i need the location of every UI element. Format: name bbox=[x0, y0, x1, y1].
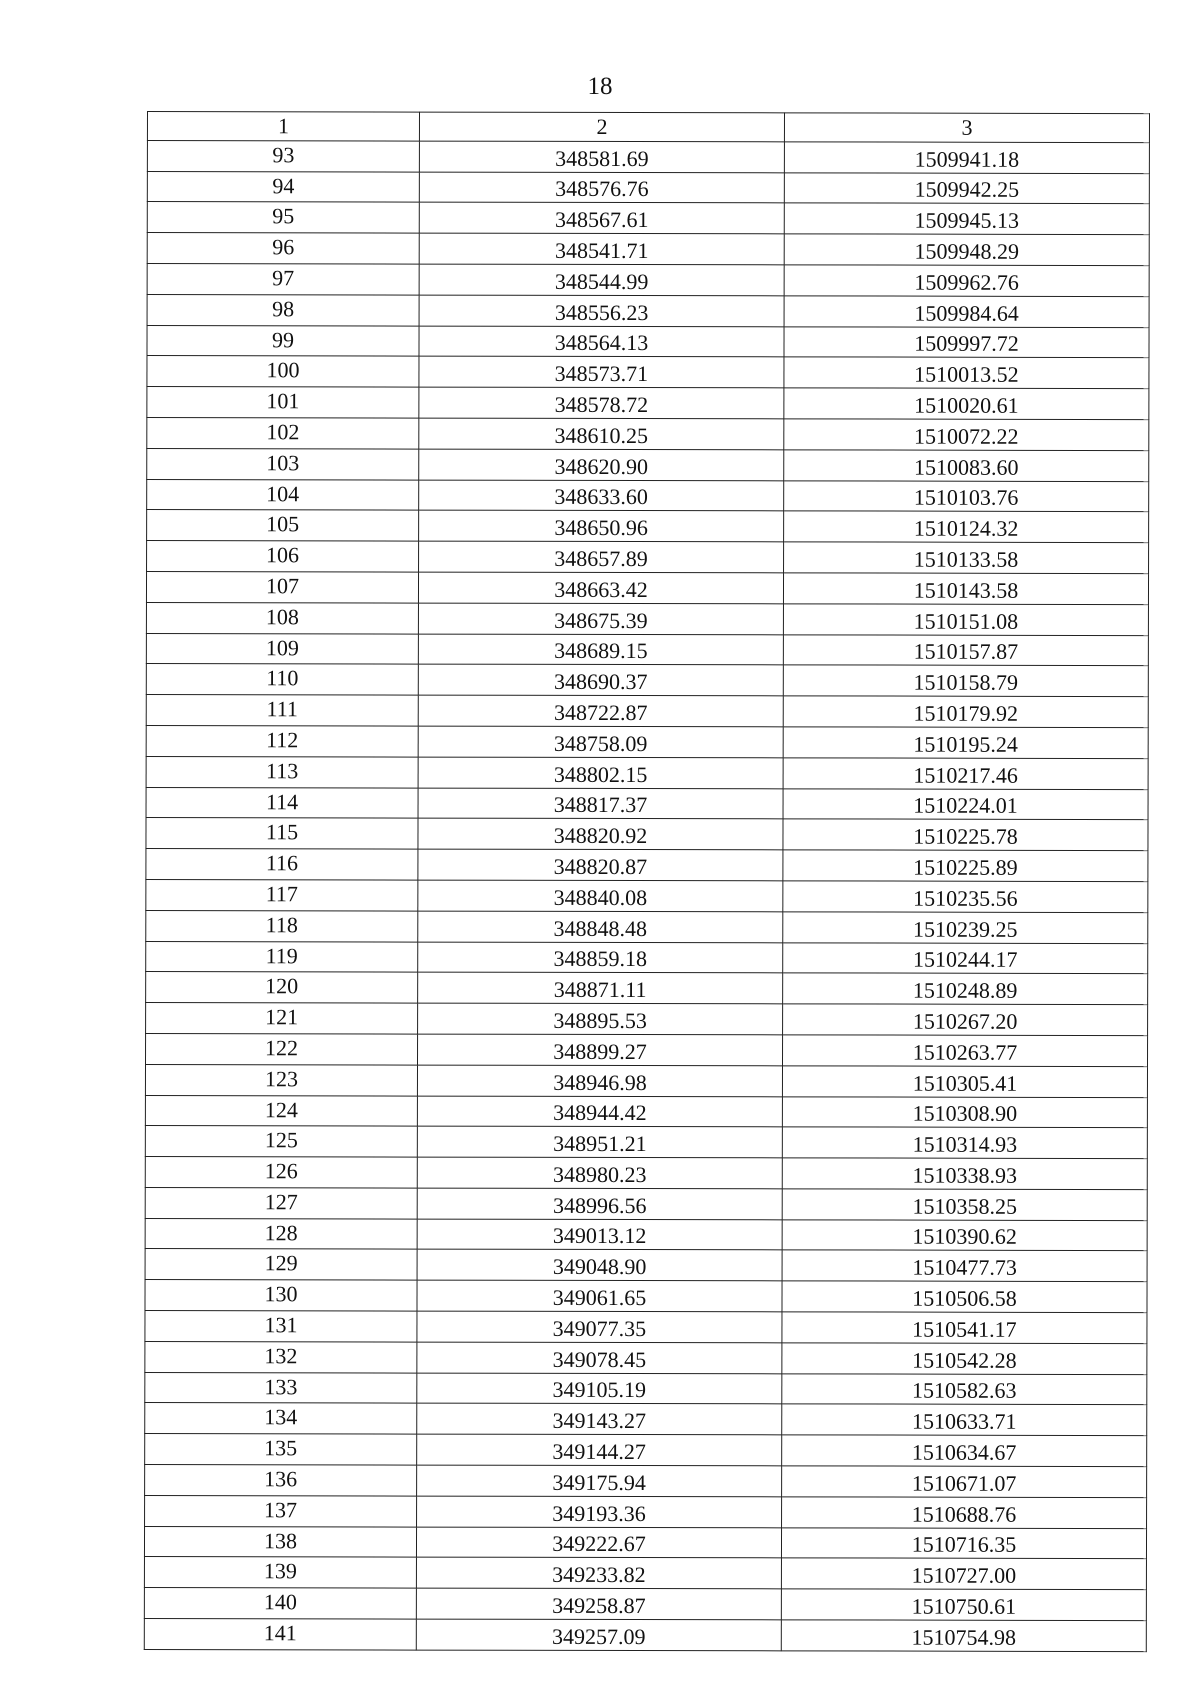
y-coordinate-cell: 1510224.01 bbox=[783, 788, 1148, 820]
x-coordinate-cell: 348564.13 bbox=[419, 326, 784, 358]
table-row bbox=[146, 879, 1148, 912]
x-coordinate-cell: 349175.94 bbox=[417, 1465, 782, 1497]
y-coordinate-cell: 1510133.58 bbox=[784, 542, 1149, 574]
point-number-cell: 107 bbox=[146, 571, 418, 602]
point-number-cell: 139 bbox=[144, 1557, 416, 1588]
y-coordinate-cell: 1510158.79 bbox=[783, 665, 1148, 697]
table-row bbox=[146, 695, 1148, 728]
x-coordinate-cell: 348951.21 bbox=[417, 1126, 782, 1158]
point-number-cell: 129 bbox=[145, 1249, 417, 1280]
x-coordinate-cell: 348996.56 bbox=[417, 1188, 782, 1220]
y-coordinate-cell: 1510688.76 bbox=[782, 1497, 1147, 1529]
point-number-cell: 100 bbox=[147, 356, 419, 387]
point-number-cell: 103 bbox=[147, 448, 419, 479]
y-coordinate-cell: 1510103.76 bbox=[784, 480, 1149, 512]
table-row bbox=[145, 1372, 1147, 1405]
y-coordinate-cell: 1510239.25 bbox=[783, 912, 1148, 944]
x-coordinate-cell: 348663.42 bbox=[418, 572, 783, 604]
point-number-cell: 120 bbox=[146, 972, 418, 1003]
point-number-cell: 96 bbox=[147, 233, 419, 264]
x-coordinate-cell: 348722.87 bbox=[418, 695, 783, 727]
header-row bbox=[147, 112, 1149, 143]
x-coordinate-cell: 349048.90 bbox=[417, 1250, 782, 1282]
point-number-cell: 135 bbox=[145, 1434, 417, 1465]
point-number-cell: 126 bbox=[145, 1157, 417, 1188]
y-coordinate-cell: 1510217.46 bbox=[783, 758, 1148, 790]
table-row bbox=[147, 202, 1149, 235]
point-number-cell: 105 bbox=[147, 510, 419, 541]
y-coordinate-cell: 1509941.18 bbox=[784, 142, 1149, 174]
y-coordinate-cell: 1510143.58 bbox=[783, 573, 1148, 605]
table-row bbox=[146, 571, 1148, 604]
x-coordinate-cell: 349257.09 bbox=[416, 1619, 781, 1651]
table-row bbox=[144, 1619, 1146, 1652]
table-row bbox=[145, 1403, 1147, 1436]
x-coordinate-cell: 348675.39 bbox=[418, 603, 783, 635]
point-number-cell: 128 bbox=[145, 1218, 417, 1249]
x-coordinate-cell: 348840.08 bbox=[418, 880, 783, 912]
x-coordinate-cell: 348871.11 bbox=[418, 972, 783, 1004]
y-coordinate-cell: 1510244.17 bbox=[783, 942, 1148, 974]
x-coordinate-cell: 348980.23 bbox=[417, 1157, 782, 1189]
point-number-cell: 114 bbox=[146, 787, 418, 818]
x-coordinate-cell: 348544.99 bbox=[419, 264, 784, 296]
y-coordinate-cell: 1510542.28 bbox=[782, 1343, 1147, 1375]
point-number-cell: 136 bbox=[145, 1465, 417, 1496]
y-coordinate-cell: 1510634.67 bbox=[782, 1435, 1147, 1467]
x-coordinate-cell: 348944.42 bbox=[417, 1096, 782, 1128]
x-coordinate-cell: 349105.19 bbox=[417, 1373, 782, 1405]
table-row bbox=[144, 1588, 1146, 1621]
point-number-cell: 106 bbox=[147, 541, 419, 572]
y-coordinate-cell: 1510314.93 bbox=[782, 1127, 1147, 1159]
point-number-cell: 110 bbox=[146, 664, 418, 695]
x-coordinate-cell: 348657.89 bbox=[419, 541, 784, 573]
x-coordinate-cell: 349061.65 bbox=[417, 1280, 782, 1312]
x-coordinate-cell: 348817.37 bbox=[418, 788, 783, 820]
table-row bbox=[147, 171, 1149, 204]
y-coordinate-cell: 1510072.22 bbox=[784, 419, 1149, 451]
table-row bbox=[147, 263, 1149, 296]
point-number-cell: 132 bbox=[145, 1341, 417, 1372]
y-coordinate-cell: 1510716.35 bbox=[781, 1527, 1146, 1559]
column-header-3: 3 bbox=[784, 113, 1149, 143]
point-number-cell: 102 bbox=[147, 417, 419, 448]
table-row bbox=[145, 1064, 1147, 1097]
point-number-cell: 112 bbox=[146, 725, 418, 756]
x-coordinate-cell: 348541.71 bbox=[419, 233, 784, 265]
column-header-2: 2 bbox=[419, 112, 784, 142]
table-row bbox=[145, 1280, 1147, 1313]
x-coordinate-cell: 348573.71 bbox=[419, 356, 784, 388]
x-coordinate-cell: 349193.36 bbox=[417, 1496, 782, 1528]
x-coordinate-cell: 349222.67 bbox=[416, 1527, 781, 1559]
y-coordinate-cell: 1510477.73 bbox=[782, 1250, 1147, 1282]
x-coordinate-cell: 349233.82 bbox=[416, 1558, 781, 1590]
point-number-cell: 141 bbox=[144, 1619, 416, 1650]
y-coordinate-cell: 1510308.90 bbox=[782, 1096, 1147, 1128]
page-number: 18 bbox=[587, 73, 613, 100]
x-coordinate-cell: 348690.37 bbox=[418, 664, 783, 696]
table-row bbox=[147, 510, 1149, 543]
y-coordinate-cell: 1509997.72 bbox=[784, 326, 1149, 358]
x-coordinate-cell: 348576.76 bbox=[419, 172, 784, 204]
point-number-cell: 109 bbox=[146, 633, 418, 664]
x-coordinate-cell: 348820.92 bbox=[418, 818, 783, 850]
table-row bbox=[147, 356, 1149, 389]
point-number-cell: 118 bbox=[146, 910, 418, 941]
table-row bbox=[146, 633, 1148, 666]
y-coordinate-cell: 1509984.64 bbox=[784, 296, 1149, 328]
y-coordinate-cell: 1509962.76 bbox=[784, 265, 1149, 297]
table-row bbox=[147, 140, 1149, 173]
point-number-cell: 101 bbox=[147, 387, 419, 418]
y-coordinate-cell: 1510633.71 bbox=[782, 1404, 1147, 1436]
table-row bbox=[146, 756, 1148, 789]
point-number-cell: 137 bbox=[145, 1495, 417, 1526]
x-coordinate-cell: 349078.45 bbox=[417, 1342, 782, 1374]
point-number-cell: 108 bbox=[146, 602, 418, 633]
x-coordinate-cell: 348610.25 bbox=[419, 418, 784, 450]
table-row bbox=[145, 1311, 1147, 1344]
table-row bbox=[146, 787, 1148, 820]
table-header bbox=[147, 112, 1149, 143]
table-row bbox=[146, 1003, 1148, 1036]
table-row bbox=[145, 1495, 1147, 1528]
table-row bbox=[146, 818, 1148, 851]
y-coordinate-cell: 1510671.07 bbox=[782, 1466, 1147, 1498]
point-number-cell: 98 bbox=[147, 294, 419, 325]
table-row bbox=[145, 1341, 1147, 1374]
table-row bbox=[145, 1434, 1147, 1467]
x-coordinate-cell: 349077.35 bbox=[417, 1311, 782, 1343]
y-coordinate-cell: 1510157.87 bbox=[783, 634, 1148, 666]
x-coordinate-cell: 349013.12 bbox=[417, 1219, 782, 1251]
y-coordinate-cell: 1510582.63 bbox=[782, 1374, 1147, 1406]
table-row bbox=[147, 325, 1149, 358]
point-number-cell: 140 bbox=[144, 1588, 416, 1619]
y-coordinate-cell: 1509945.13 bbox=[784, 203, 1149, 235]
point-number-cell: 93 bbox=[147, 140, 419, 171]
y-coordinate-cell: 1510248.89 bbox=[783, 973, 1148, 1005]
point-number-cell: 131 bbox=[145, 1311, 417, 1342]
y-coordinate-cell: 1510750.61 bbox=[781, 1589, 1146, 1621]
x-coordinate-cell: 348620.90 bbox=[419, 449, 784, 481]
table-row bbox=[145, 1218, 1147, 1251]
y-coordinate-cell: 1510225.89 bbox=[783, 850, 1148, 882]
table-row bbox=[146, 941, 1148, 974]
table-row bbox=[146, 972, 1148, 1005]
y-coordinate-cell: 1510727.00 bbox=[781, 1558, 1146, 1590]
y-coordinate-cell: 1510541.17 bbox=[782, 1312, 1147, 1344]
y-coordinate-cell: 1510390.62 bbox=[782, 1220, 1147, 1252]
y-coordinate-cell: 1510305.41 bbox=[782, 1066, 1147, 1098]
table-row bbox=[145, 1126, 1147, 1159]
x-coordinate-cell: 348581.69 bbox=[419, 141, 784, 173]
x-coordinate-cell: 349258.87 bbox=[416, 1588, 781, 1620]
point-number-cell: 122 bbox=[146, 1033, 418, 1064]
table-row bbox=[147, 417, 1149, 450]
y-coordinate-cell: 1510151.08 bbox=[783, 604, 1148, 636]
point-number-cell: 104 bbox=[147, 479, 419, 510]
y-coordinate-cell: 1509942.25 bbox=[784, 172, 1149, 204]
x-coordinate-cell: 348895.53 bbox=[418, 1003, 783, 1035]
y-coordinate-cell: 1510013.52 bbox=[784, 357, 1149, 389]
table-row bbox=[146, 849, 1148, 882]
table-body bbox=[144, 140, 1149, 1651]
table-row bbox=[145, 1095, 1147, 1128]
table-row bbox=[147, 233, 1149, 266]
table-row bbox=[144, 1557, 1146, 1590]
point-number-cell: 138 bbox=[144, 1526, 416, 1557]
table-row bbox=[146, 725, 1148, 758]
point-number-cell: 134 bbox=[145, 1403, 417, 1434]
point-number-cell: 119 bbox=[146, 941, 418, 972]
table-row bbox=[147, 479, 1149, 512]
x-coordinate-cell: 348946.98 bbox=[417, 1065, 782, 1097]
point-number-cell: 121 bbox=[146, 1003, 418, 1034]
table-row bbox=[146, 1033, 1148, 1066]
table-row bbox=[145, 1187, 1147, 1220]
point-number-cell: 95 bbox=[147, 202, 419, 233]
x-coordinate-cell: 348820.87 bbox=[418, 849, 783, 881]
table-row bbox=[146, 664, 1148, 697]
y-coordinate-cell: 1510179.92 bbox=[783, 696, 1148, 728]
table-row bbox=[147, 448, 1149, 481]
table-row bbox=[147, 541, 1149, 574]
point-number-cell: 111 bbox=[146, 695, 418, 726]
table-row bbox=[145, 1249, 1147, 1282]
x-coordinate-cell: 348556.23 bbox=[419, 295, 784, 327]
x-coordinate-cell: 348650.96 bbox=[419, 510, 784, 542]
y-coordinate-cell: 1510225.78 bbox=[783, 819, 1148, 851]
point-number-cell: 99 bbox=[147, 325, 419, 356]
table-row bbox=[145, 1465, 1147, 1498]
x-coordinate-cell: 348567.61 bbox=[419, 202, 784, 234]
x-coordinate-cell: 348802.15 bbox=[418, 757, 783, 789]
x-coordinate-cell: 348758.09 bbox=[418, 726, 783, 758]
y-coordinate-cell: 1510338.93 bbox=[782, 1158, 1147, 1190]
x-coordinate-cell: 348689.15 bbox=[418, 634, 783, 666]
x-coordinate-cell: 348899.27 bbox=[418, 1034, 783, 1066]
point-number-cell: 124 bbox=[145, 1095, 417, 1126]
point-number-cell: 125 bbox=[145, 1126, 417, 1157]
y-coordinate-cell: 1510020.61 bbox=[784, 388, 1149, 420]
y-coordinate-cell: 1510358.25 bbox=[782, 1189, 1147, 1221]
point-number-cell: 127 bbox=[145, 1187, 417, 1218]
point-number-cell: 97 bbox=[147, 263, 419, 294]
x-coordinate-cell: 348633.60 bbox=[419, 480, 784, 512]
table-row bbox=[147, 387, 1149, 420]
y-coordinate-cell: 1510083.60 bbox=[784, 450, 1149, 482]
coordinates-table bbox=[144, 111, 1150, 1652]
y-coordinate-cell: 1510124.32 bbox=[784, 511, 1149, 543]
x-coordinate-cell: 348859.18 bbox=[418, 942, 783, 974]
y-coordinate-cell: 1510506.58 bbox=[782, 1281, 1147, 1313]
table-row bbox=[147, 294, 1149, 327]
x-coordinate-cell: 349144.27 bbox=[417, 1434, 782, 1466]
y-coordinate-cell: 1510267.20 bbox=[783, 1004, 1148, 1036]
table-row bbox=[145, 1157, 1147, 1190]
x-coordinate-cell: 349143.27 bbox=[417, 1404, 782, 1436]
point-number-cell: 113 bbox=[146, 756, 418, 787]
x-coordinate-cell: 348578.72 bbox=[419, 387, 784, 419]
y-coordinate-cell: 1509948.29 bbox=[784, 234, 1149, 266]
table-row bbox=[144, 1526, 1146, 1559]
y-coordinate-cell: 1510263.77 bbox=[783, 1035, 1148, 1067]
point-number-cell: 133 bbox=[145, 1372, 417, 1403]
point-number-cell: 115 bbox=[146, 818, 418, 849]
table-row bbox=[146, 910, 1148, 943]
x-coordinate-cell: 348848.48 bbox=[418, 911, 783, 943]
y-coordinate-cell: 1510195.24 bbox=[783, 727, 1148, 759]
point-number-cell: 94 bbox=[147, 171, 419, 202]
y-coordinate-cell: 1510754.98 bbox=[781, 1620, 1146, 1652]
point-number-cell: 123 bbox=[145, 1064, 417, 1095]
point-number-cell: 116 bbox=[146, 849, 418, 880]
table-row bbox=[146, 602, 1148, 635]
y-coordinate-cell: 1510235.56 bbox=[783, 881, 1148, 913]
column-header-1: 1 bbox=[147, 112, 419, 141]
point-number-cell: 117 bbox=[146, 879, 418, 910]
point-number-cell: 130 bbox=[145, 1280, 417, 1311]
